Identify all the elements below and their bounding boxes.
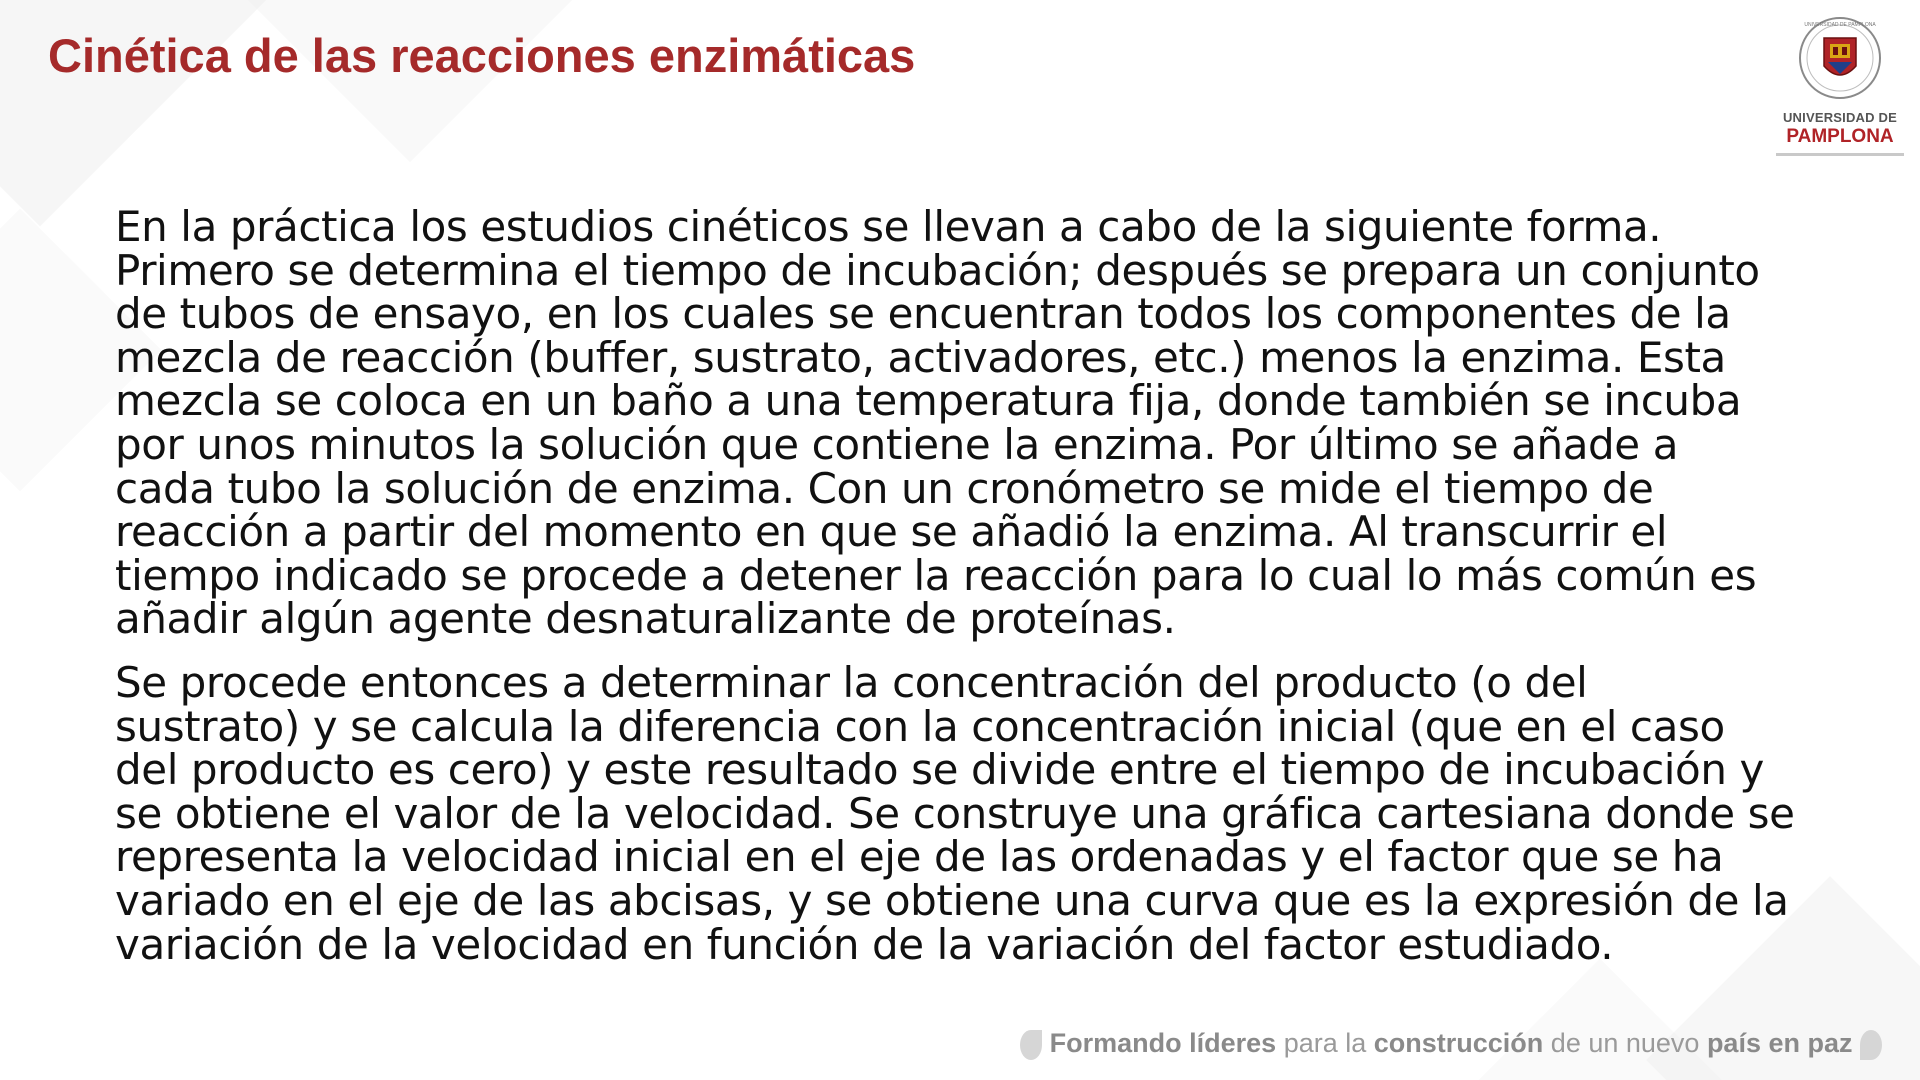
slogan-part: para la — [1276, 1028, 1374, 1059]
text-line: Primero se determina el tiempo de incubación; después se prepara un conjunto — [115, 245, 1760, 295]
text-line: sustrato) y se calcula la diferencia con la concentración inicial (que en el caso — [115, 701, 1725, 751]
body-text — [115, 202, 1815, 986]
slide-title: Cinética de las reacciones enzimáticas — [48, 29, 916, 82]
logo-line-1: UNIVERSIDAD DE — [1782, 110, 1898, 125]
text-line: tiempo indicado se procede a detener la reacción para lo cual lo más común es — [115, 550, 1757, 600]
footer-slogan — [1020, 1028, 1882, 1060]
text-line: de tubos de ensayo, en los cuales se encuentran todos los componentes de la — [115, 289, 1731, 339]
paragraph-1 — [115, 202, 1815, 644]
logo-line-2: PAMPLONA — [1786, 126, 1894, 147]
text-line: mezcla de reacción (buffer, sustrato, activadores, etc.) menos la enzima. Esta — [115, 332, 1726, 382]
text-line: representa la velocidad inicial en el eje de las ordenadas y el factor que se ha — [115, 832, 1724, 882]
university-logo — [1772, 10, 1908, 160]
logo-divider — [1776, 153, 1904, 156]
text-line: del producto es cero) y este resultado se divide entre el tiempo de incubación y — [115, 745, 1764, 795]
quote-close-icon — [1860, 1030, 1882, 1060]
text-line: reacción a partir del momento en que se añadió la enzima. Al transcurrir el — [115, 507, 1668, 557]
text-line: En la práctica los estudios cinéticos se llevan a cabo de la siguiente forma. — [115, 202, 1662, 251]
text-line: mezcla se coloca en un baño a una temperatura fija, donde también se incuba — [115, 376, 1742, 426]
slogan-part: de un nuevo — [1543, 1028, 1707, 1059]
text-line: añadir algún agente desnaturalizante de proteínas. — [115, 594, 1176, 644]
text-line: Se procede entonces a determinar la concentración del producto (o del — [115, 657, 1588, 707]
text-line: variado en el eje de las abcisas, y se obtiene una curva que es la expresión de la — [115, 875, 1789, 925]
quote-open-icon — [1020, 1030, 1042, 1060]
slogan-part: Formando líderes — [1049, 1028, 1277, 1059]
text-line: se obtiene el valor de la velocidad. Se construye una gráfica cartesiana donde se — [115, 788, 1795, 838]
seal-text: UNIVERSIDAD DE PAMPLONA — [1804, 22, 1876, 28]
paragraph-2 — [115, 657, 1815, 969]
university-seal-icon — [1772, 10, 1908, 110]
slogan-part: país en paz — [1706, 1028, 1853, 1059]
text-line: cada tubo la solución de enzima. Con un cronómetro se mide el tiempo de — [115, 463, 1654, 513]
text-line: por unos minutos la solución que contiene la enzima. Por último se añade a — [115, 419, 1679, 469]
slogan-part: construcción — [1373, 1028, 1544, 1059]
text-line: variación de la velocidad en función de la variación del factor estudiado. — [115, 919, 1614, 969]
